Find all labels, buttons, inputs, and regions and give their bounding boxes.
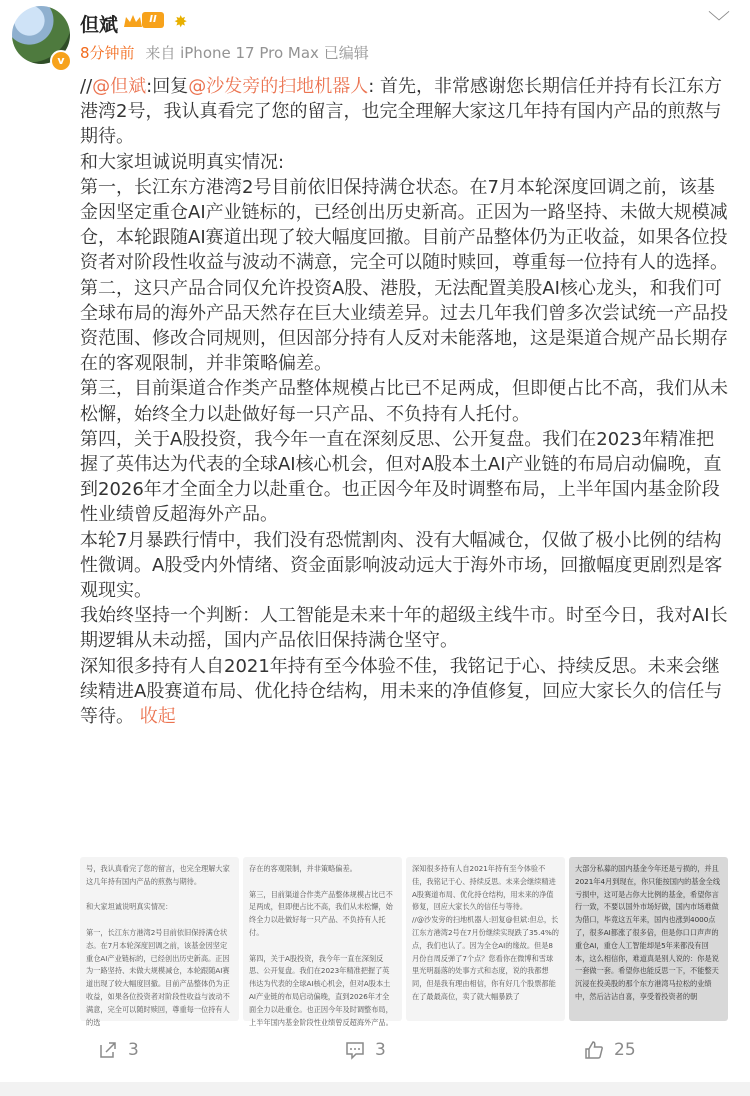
post-meta <box>80 42 369 63</box>
image-thumbnail[interactable] <box>406 857 565 1021</box>
paragraph: 本轮7月暴跌行情中，我们没有恐慌割肉、没有大幅减仓，仅做了极小比例的结构性微调。A股受内外情绪、资金面影响波动远大于海外市场，回撤幅度更剧烈是客观现实。 <box>80 529 723 602</box>
thumbnail-text: 深知很多持有人自2021年持有至今体验不佳，我铭记于心、持续反思。未来会继续精进A股赛道布局、优化持仓结构，用未来的净值修复，回应大家长久的信任与等待。 //@沙发旁的扫地机器人:回复@但斌:但总，长江东方港湾2号在7月份继续实现跌了35.4%的点，我们也认了。因为全仓AI的缘故。但是8月份自周反弹了7个点？您看你在微博和雪球里光明磊落的处事方式和态度，说的我都想同，但是我有理由相信，你有好几个股票都能在了最最高位，卖了就大幅暴跌了 <box>412 864 559 1001</box>
like-button[interactable] <box>584 1040 636 1060</box>
thumbs-up-icon <box>584 1040 604 1060</box>
crown-icon <box>122 12 144 30</box>
image-gallery <box>80 857 730 1027</box>
paragraph: 第一，长江东方港湾2号目前依旧保持满仓状态。在7月本轮深度回调之前，该基金因坚定重仓AI产业链标的，已经创出历史新高。正因为一路坚持、未做大规模减仓，本轮跟随AI赛道出现了较大幅度回撤。目前产品整体仍为正收益，如果各位投资者对阶段性收益与波动不满意，完全可以随时赎回，尊重每一位持有人的选择。 <box>80 176 728 274</box>
post-content <box>80 74 732 729</box>
paragraph: 第四，关于A股投资，我今年一直在深刻反思、公开复盘。我们在2023年精准把握了英伟达为代表的全球AI核心机会，但对A股本土AI产业链的布局启动偏晚，直到2026年才全面全力以赴重仓。也正因今年及时调整布局，上半年国内基金阶段性业绩曾反超海外产品。 <box>80 428 722 526</box>
level-badge: II <box>142 12 164 28</box>
action-bar <box>0 1034 750 1074</box>
image-thumbnail[interactable] <box>80 857 239 1027</box>
chevron-down-icon[interactable]: ﹀ <box>708 11 731 36</box>
comment-icon <box>345 1040 365 1060</box>
separator <box>0 1082 750 1096</box>
comment-count: 3 <box>375 1040 386 1060</box>
reply-label: :回复 <box>146 76 189 97</box>
paragraph: 和大家坦诚说明真实情况: <box>80 151 285 173</box>
post-source: 来自 iPhone 17 Pro Max <box>145 44 319 62</box>
verified-badge-icon: v <box>50 50 72 72</box>
author-name[interactable]: 但斌 <box>80 14 119 36</box>
share-icon <box>98 1040 118 1060</box>
thumbnail-text: 大部分私募的国内基金今年还是亏损的，并且2021年4月到现在，你只能按国内的基金全线亏损中，这可是占你大比例的基金，希望你言行一致，不要以国外市场好做，国内市场难做为借口，毕竟这五年来，国内也涨到4000点了，很多AI都涨了很多倍，但是你口口声声的重仓AI，重仓人工智能却是5年来都没有回本，这么相信你，难道真是别人说的：你是说一套做一套。希望你也能反思一下，不能整天沉浸在投美股的那个东方港湾马拉松的业绩中，然后沾沾自喜，享受着投资者的朝 <box>575 864 721 1001</box>
like-count: 25 <box>614 1040 636 1060</box>
image-thumbnail[interactable] <box>569 857 728 1021</box>
paragraph-text: 深知很多持有人自2021年持有至今体验不佳，我铭记于心、持续反思。未来会继续精进A股赛道布局、优化持仓结构，用未来的净值修复，回应大家长久的信任与等待。 <box>80 655 723 728</box>
post-time: 8分钟前 <box>80 44 135 62</box>
collapse-link[interactable]: 收起 <box>139 706 176 728</box>
paragraph: 第三，目前渠道合作类产品整体规模占比已不足两成，但即便占比不高，我们从未松懈，始终全力以赴做好每一只产品、不负持有人托付。 <box>80 378 728 425</box>
mention-link[interactable]: @但斌 <box>92 76 147 97</box>
edited-label[interactable]: 已编辑 <box>323 44 369 62</box>
paragraph: 我始终坚持一个判断：人工智能是未来十年的超级主线牛市。时至今日，我对AI长期逻辑从未动摇，国内产品依旧保持满仓坚守。 <box>80 605 728 652</box>
sun-badge-icon: ✸ <box>174 12 188 31</box>
comment-button[interactable] <box>345 1040 386 1060</box>
image-thumbnail[interactable] <box>243 857 402 1027</box>
thumbnail-text: 存在的客观限制，并非策略偏差。 第三，目前渠道合作类产品整体规模占比已不足两成，但即便占比不高，我们从未松懈，始终全力以赴做好每一只产品、不负持有人托付。 第四，关于A股投资，我今年一直在深刻反思、公开复盘。我们在2023年精准把握了英伟达为代表的全球AI核心机会，但对A股本土AI产业链的布局启动偏晚，直到2026年才全面全力以赴重仓。也正因今年及时调整布局，上半年国内基金阶段性业绩曾反超海外产品。 <box>249 864 393 1027</box>
post-header <box>0 0 750 76</box>
paragraph-text: : 首先，非常感谢您长期信任并持有长江东方港湾2号，我认真看完了您的留言，也完全理解大家这几年持有国内产品的煎熬与期待。 <box>80 76 723 148</box>
paragraph <box>80 654 732 730</box>
paragraph: 第二，这只产品合同仅允许投资A股、港股，无法配置美股AI核心龙头，和我们可全球布局的海外产品天然存在巨大业绩差异。过去几年我们曾多次尝试统一产品投资范围、修改合同规则，但因部分持有人反对未能落地，这是渠道合规产品长期存在的客观限制，并非策略偏差。 <box>80 277 728 375</box>
share-count: 3 <box>128 1040 139 1060</box>
paragraph <box>80 74 732 150</box>
repost-prefix: // <box>80 76 93 97</box>
mention-link[interactable]: @沙发旁的扫地机器人 <box>188 76 369 97</box>
share-button[interactable] <box>98 1040 139 1060</box>
thumbnail-text: 号，我认真看完了您的留言，也完全理解大家这几年持有国内产品的煎熬与期待。 和大家坦诚说明真实情况： 第一，长江东方港湾2号目前依旧保持满仓状态。在7月本轮深度回调之前，该基金因坚定重仓AI产业链标的，已经创出历史新高。正因为一路坚持、未做大规模减仓，本轮跟随AI赛道出现了较大幅度回撤。目前产品整体仍为正收益，如果各位投资者对阶段性收益与波动不满意，完全可以随时赎回，尊重每一位持有人的选 <box>86 864 230 1027</box>
